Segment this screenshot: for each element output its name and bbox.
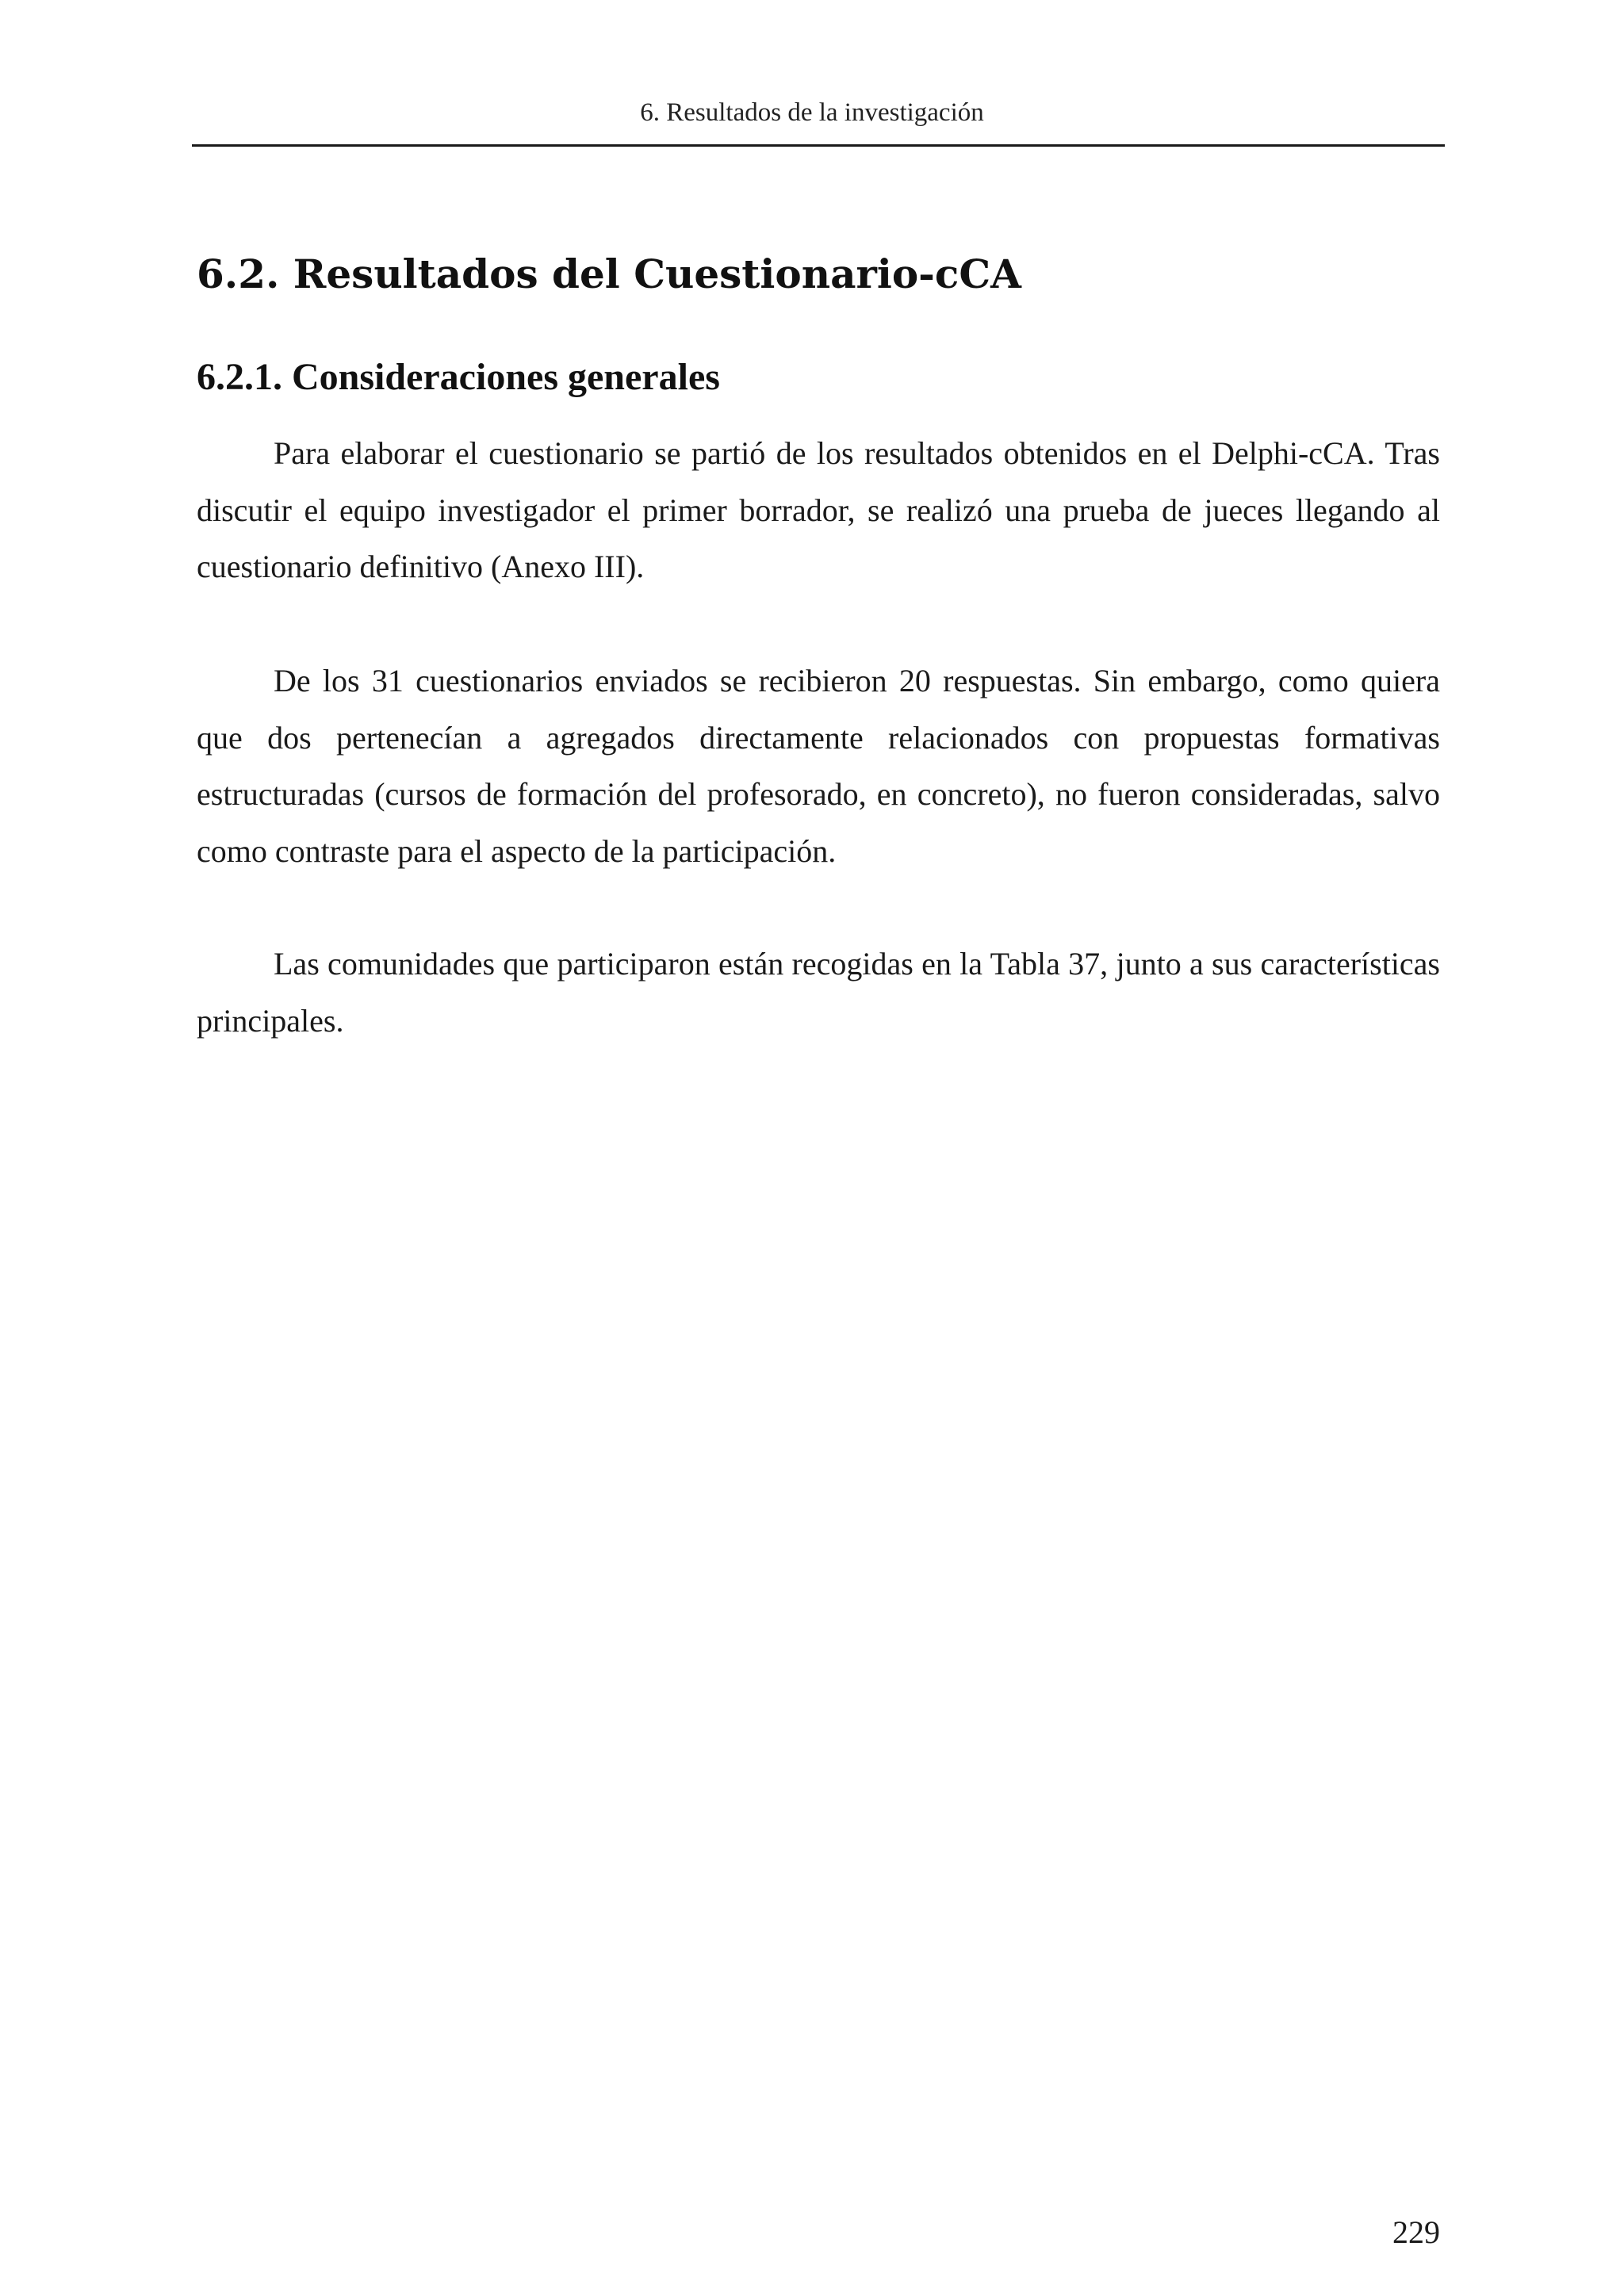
paragraph-1: Para elaborar el cuestionario se partió de los resultados obtenidos en el Delphi-cCA. Tras discutir el equipo investigador el primer borrador, se realizó una prueba de jueces llegando al cuestionario definitivo (Anexo III). [197, 435, 1440, 584]
header-rule [192, 144, 1445, 147]
paragraph-3: Las comunidades que participaron están recogidas en la Tabla 37, junto a sus características principales. [197, 946, 1440, 1039]
section-title: 6.2. Resultados del Cuestionario-cCA [197, 251, 1021, 297]
running-header: 6. Resultados de la investigación [640, 98, 984, 127]
page-number: 229 [1392, 2214, 1440, 2250]
paragraph-2: De los 31 cuestionarios enviados se recibieron 20 respuestas. Sin embargo, como quiera que dos pertenecían a agregados directamente relacionados con propuestas formativas estructuradas (cursos de formación del profesorado, en concreto), no fueron consideradas, salvo como contraste para el aspecto de la participación. [197, 663, 1440, 869]
subsection-title: 6.2.1. Consideraciones generales [197, 356, 720, 398]
